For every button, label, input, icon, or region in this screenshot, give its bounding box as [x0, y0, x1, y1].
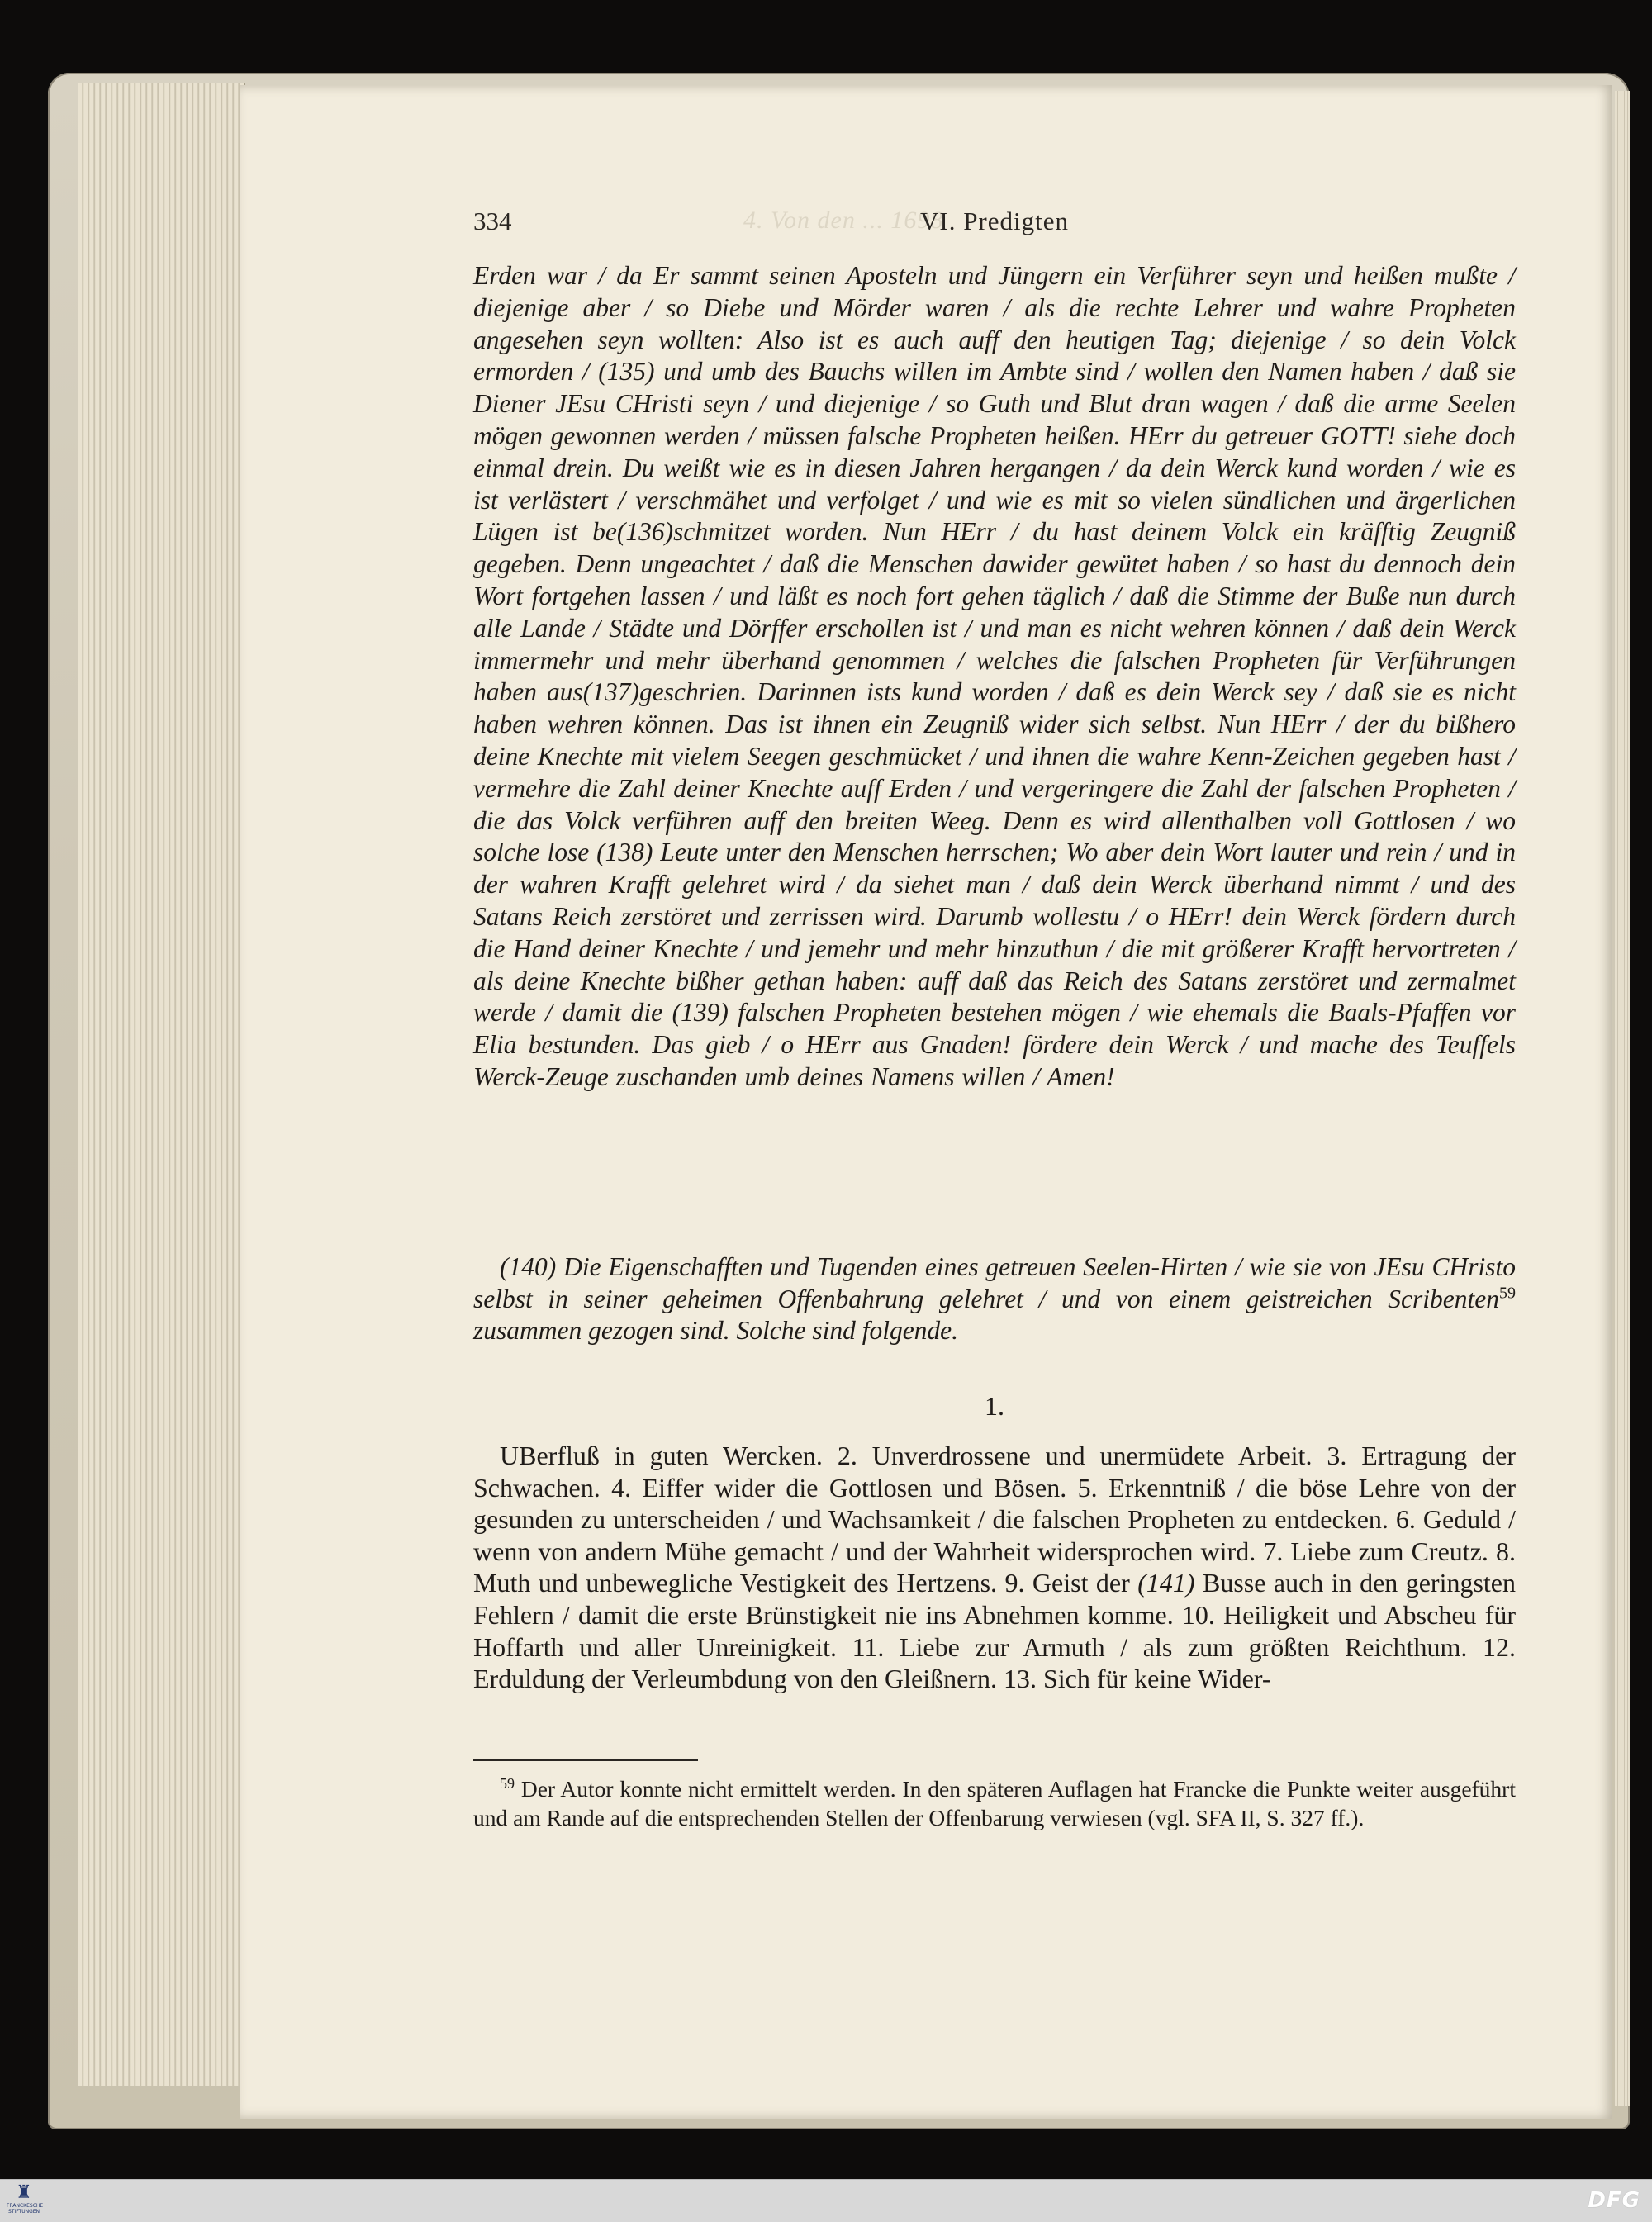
section-heading-text-after: zusammen gezogen sind. Solche sind folgende.: [473, 1316, 959, 1345]
section-heading-text: (140) Die Eigenschafften und Tugenden eines getreuen Seelen-Hirten / wie sie von JEsu CHristo selbst in seiner geheimen Offenbahrung gelehret / und von einem geistreichen Scribenten: [473, 1252, 1516, 1313]
library-logo-text: FRANCKESCHE STIFTUNGEN: [7, 2203, 44, 2215]
virtues-text-after: Busse auch in den geringsten Fehlern / damit die erste Brünstigkeit nie ins Abnehmen komme. 10. Heiligkeit und Abscheu für Hoffarth und aller Unreinigkeit. 11. Liebe zur Armuth / als zum größten Reichthum. 12. Erduldung der Verleumbdung von den Gleißnern. 13. Sich für keine Wider-: [473, 1568, 1517, 1694]
library-logo[interactable]: [7, 2182, 44, 2220]
page-marker: (141): [1137, 1568, 1195, 1598]
viewer-footer-bar: [0, 2179, 1652, 2222]
page-number: 334: [473, 207, 512, 235]
bleed-through-text: 4. Von den ... 1698: [743, 207, 944, 234]
page-header: [473, 207, 1516, 243]
sermon-paragraph: Erden war / da Er sammt seinen Aposteln und Jüngern ein Verführer seyn und heißen mußte / diejenige aber / so Diebe und Mörder waren / als die rechte Lehrer und wahre Propheten angesehen seyn wollten: Also ist es auch auff den heutigen Tag; diejenige / so dein Volck ermorden / (135) und umb des Bauchs willen im Ambte sind / wollen den Namen haben / daß sie Diener JEsu CHristi seyn / und diejenige / so Guth und Blut dran wagen / daß die arme Seelen mögen gewonnen werden / müssen falsche Propheten heißen. HErr du getreuer GOTT! siehe doch einmal drein. Du weißt wie es in diesen Jahren hergangen / da dein Werck kund worden / wie es ist verlästert / verschmähet und verfolget / und wie es mit so vielen sündlichen und ärgerlichen Lügen ist be(136)schmitzet worden. Nun HErr / du hast deinem Volck ein kräfftig Zeugniß gegeben. Denn ungeachtet / daß die Menschen dawider gewütet haben / so hast du dennoch dein Wort fortgehen lassen / und läßt es noch fort gehen täglich / daß die Stimme der Buße nun durch alle Lande / Städte und Dörffer erschollen ist / und man es nicht wehren können / daß dein Werck immermehr und mehr überhand genommen / welches die falschen Propheten für Verführungen haben aus(137)geschrien. Darinnen ists kund worden / daß es dein Werck sey / daß sie es nicht haben wehren können. Das ist ihnen ein Zeugniß wider sich selbst. Nun HErr / der du bißhero deine Knechte mit vielem Seegen geschmücket / und ihnen die wahre Kenn-Zeichen gegeben hast / vermehre die Zahl deiner Knechte auff Erden / und vergeringere die Zahl der falschen Propheten / die das Volck verführen auff den breiten Weeg. Denn es wird allenthalben voll Gottlosen / wo solche lose (138) Leute unter den Menschen herrschen; Wo aber dein Wort lauter und rein / und in der wahren Krafft gelehret wird / da siehet man / daß dein Werck überhand nimmt / und des Satans Reich zerstöret und zerrissen wird. Darumb wollestu / o HErr! dein Werck fördern durch die Hand deiner Knechte / und jemehr und mehr hinzuthun / die mit größerer Krafft hervortreten / als deine Knechte bißher gethan haben: auff daß das Reich des Satans zerstöret und zermalmet werde / damit die (139) falschen Propheten bestehen mögen / wie ehemals die Baals-Pfaffen vor Elia bestunden. Das gieb / o HErr aus Gnaden! fördere dein Werck / und mache des Teuffels Werck-Zeuge zuschanden umb deines Namens willen / Amen!: [473, 261, 1516, 1091]
section-heading: [473, 1251, 1516, 1347]
footnote-text: Der Autor konnte nicht ermittelt werden. In den späteren Auflagen hat Francke die Punkte weiter ausgeführt und am Rande auf die entsprechenden Stellen der Offenbarung verwiesen (vgl. SFA II, S. 327 ff.).: [473, 1776, 1516, 1830]
footnote-rule: [473, 1759, 698, 1761]
page-stack-right: [1615, 91, 1630, 2106]
section-number: 1.: [985, 1391, 1004, 1421]
running-head: VI. Predigten: [919, 207, 1070, 235]
dfg-logo[interactable]: DFG: [1588, 2188, 1640, 2213]
virtues-list: [473, 1440, 1516, 1695]
page-stack-left: [78, 83, 245, 2086]
footnote-reference[interactable]: 59: [1499, 1284, 1516, 1302]
footnote-number: 59: [500, 1774, 515, 1792]
library-emblem-icon: ♜: [16, 2182, 32, 2203]
virtues-text: UBerfluß in guten Wercken. 2. Unverdrossene und unermüdete Arbeit. 3. Ertragung der Schwachen. 4. Eiffer wider die Gottlosen und Bösen. 5. Erkenntniß / die böse Lehre von der gesunden zu unterscheiden / und Wachsamkeit / die falschen Propheten zu entdecken. 6. Geduld / wenn von andern Mühe gemacht / und der Wahrheit widersprochen wird. 7. Liebe zum Creutz. 8. Muth und unbewegliche Vestigkeit des Hertzens. 9. Geist der: [473, 1441, 1516, 1598]
footnote: [473, 1774, 1516, 1832]
